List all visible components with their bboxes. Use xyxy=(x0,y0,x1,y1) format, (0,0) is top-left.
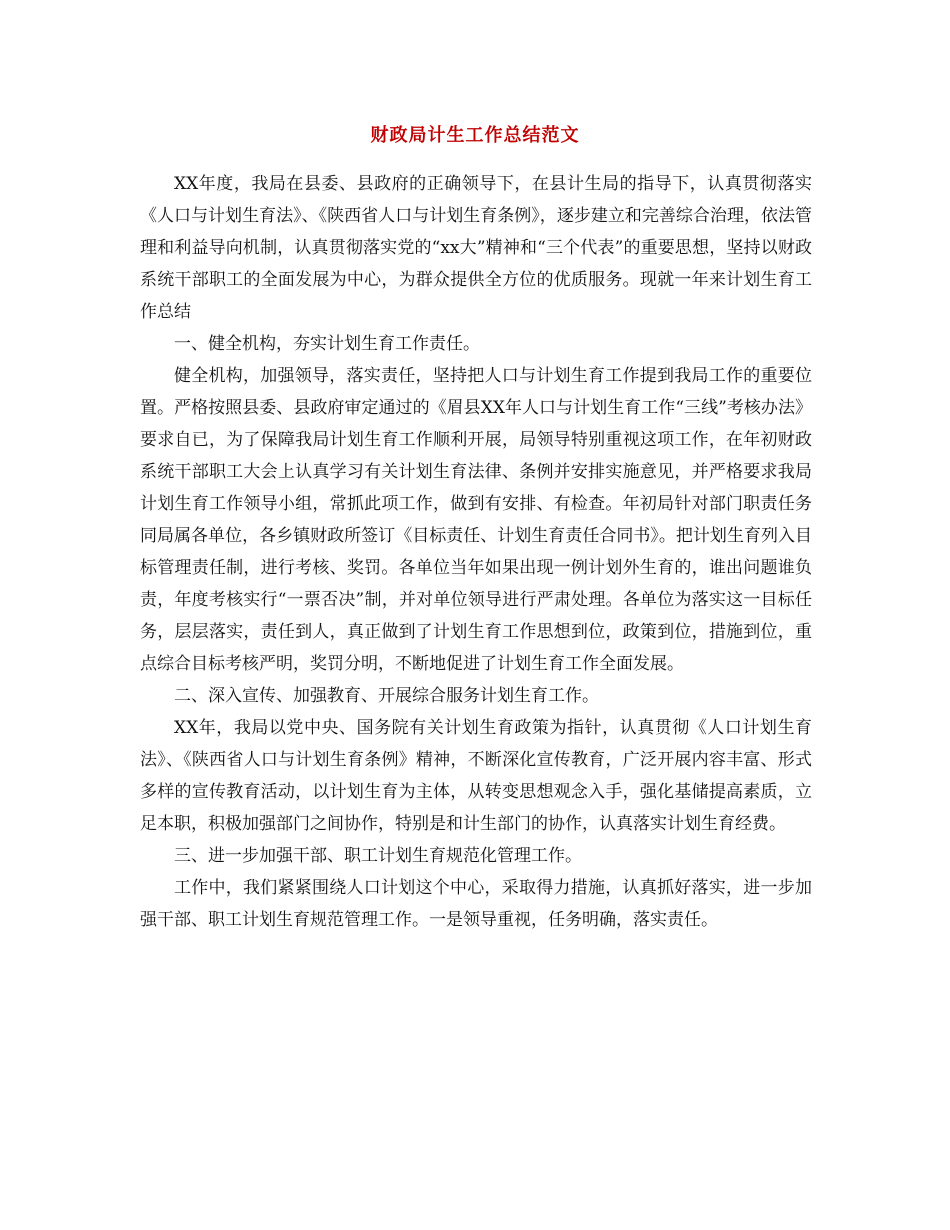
section-heading-2: 二、深入宣传、加强教育、开展综合服务计划生育工作。 xyxy=(174,686,599,706)
section-heading-1: 一、健全机构，夯实计划生育工作责任。 xyxy=(174,334,480,354)
document-body xyxy=(140,168,812,936)
paragraph-section-1: 健全机构，加强领导，落实责任，坚持把人口与计划生育工作提到我局工作的重要位置。严格按照县委、县政府审定通过的《眉县XX年人口与计划生育工作“三线”考核办法》要求自已，为了保障我局计划生育工作顺利开展，局领导特别重视这项工作，在年初财政系统干部职工大会上认真学习有关计划生育法律、条例并安排实施意见，并严格要求我局计划生育工作领导小组，常抓此项工作，做到有安排、有检查。年初局针对部门职责任务同局属各单位，各乡镇财政所签订《目标责任、计划生育责任合同书》。把计划生育列入目标管理责任制，进行考核、奖罚。各单位当年如果出现一例计划外生育的，谁出问题谁负责，年度考核实行“一票否决”制，并对单位领导进行严肃处理。各单位为落实这一目标任务，层层落实，责任到人，真正做到了计划生育工作思想到位，政策到位，措施到位，重点综合目标考核严明，奖罚分明，不断地促进了计划生育工作全面发展。 xyxy=(140,366,812,674)
paragraph-section-2: XX年，我局以党中央、国务院有关计划生育政策为指针，认真贯彻《人口计划生育法》、《陕西省人口与计划生育条例》精神，不断深化宣传教育，广泛开展内容丰富、形式多样的宣传教育活动，以计划生育为主体，从转变思想观念入手，强化基储提高素质，立足本职，积极加强部门之间协作，特别是和计生部门的协作，认真落实计划生育经费。 xyxy=(140,718,812,834)
paragraph-intro: XX年度，我局在县委、县政府的正确领导下，在县计生局的指导下，认真贯彻落实《人口与计划生育法》、《陕西省人口与计划生育条例》，逐步建立和完善综合治理，依法管理和利益导向机制，认真贯彻落实党的“xx大”精神和“三个代表”的重要思想，坚持以财政系统干部职工的全面发展为中心，为群众提供全方位的优质服务。现就一年来计划生育工作总结 xyxy=(140,174,812,322)
section-heading-3: 三、进一步加强干部、职工计划生育规范化管理工作。 xyxy=(174,846,582,866)
document-title: 财政局计生工作总结范文 xyxy=(370,125,580,146)
paragraph-section-3: 工作中，我们紧紧围绕人口计划这个中心，采取得力措施，认真抓好落实，进一步加强干部、职工计划生育规范管理工作。一是领导重视，任务明确，落实责任。 xyxy=(140,878,812,930)
